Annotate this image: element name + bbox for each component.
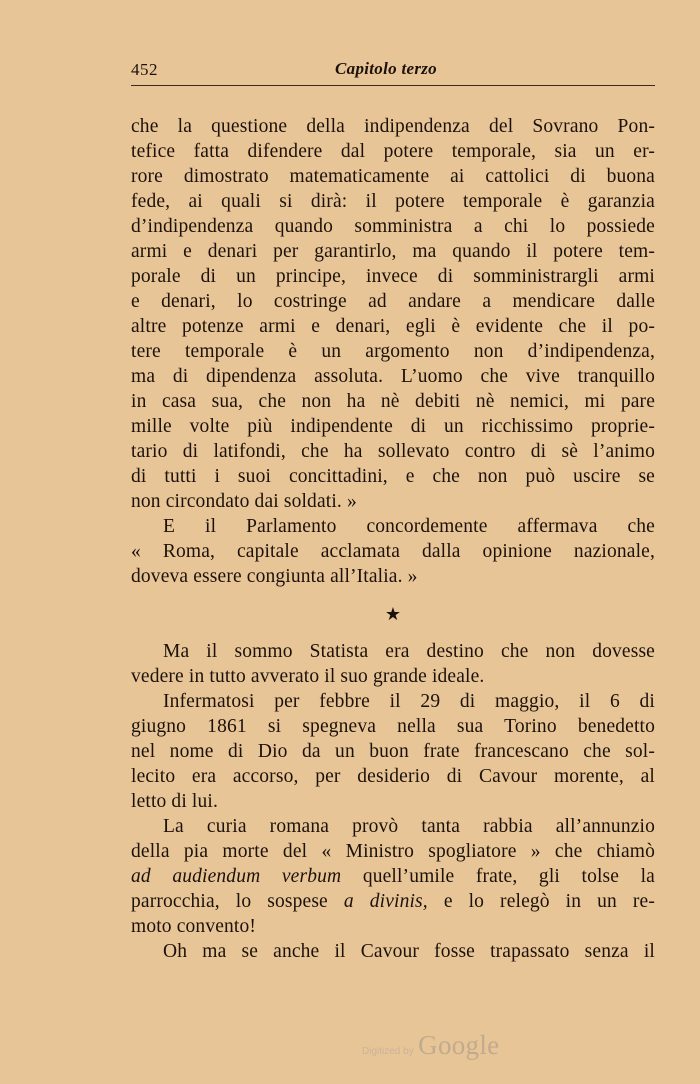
paragraph-6	[131, 939, 655, 964]
section-separator-star: ★	[384, 604, 402, 624]
text-fragment: quell’umile frate, gli tolse la	[362, 866, 655, 887]
text-line: d’indipendenza quando somministra a chi lo possiede	[131, 216, 655, 237]
text-line: non circondato dai soldati. »	[131, 491, 357, 512]
text-line: doveva essere congiunta all’Italia. »	[131, 566, 418, 587]
text-line: Oh ma se anche il Cavour fosse trapassato senza il	[163, 941, 655, 962]
text-line: Infermatosi per febbre il 29 di maggio, il 6 di	[163, 691, 655, 712]
text-line: lecito era accorso, per desiderio di Cavour morente, al	[131, 766, 655, 787]
text-line: di tutti i suoi concittadini, e che non può uscire se	[131, 466, 655, 487]
text-line: fede, ai quali si dirà: il potere temporale è garanzia	[131, 191, 655, 212]
text-line	[131, 864, 655, 889]
text-line: tere temporale è un argomento non d’indipendenza,	[131, 341, 655, 362]
text-line: tefice fatta difendere dal potere temporale, sia un er-	[131, 141, 655, 162]
text-line: rore dimostrato matematicamente ai cattolici di buona	[131, 166, 655, 187]
google-logo: Google	[418, 1030, 500, 1060]
text-line: La curia romana provò tanta rabbia all’annunzio	[163, 816, 655, 837]
body-text	[131, 114, 655, 964]
text-line: altre potenze armi e denari, egli è evidente che il po-	[131, 316, 655, 337]
running-title: Capitolo terzo	[335, 59, 437, 78]
text-line: che la questione della indipendenza del Sovrano Pon-	[131, 116, 655, 137]
paragraph-2	[131, 514, 655, 589]
page-header	[131, 58, 655, 86]
text-line: « Roma, capitale acclamata dalla opinione nazionale,	[131, 541, 655, 562]
text-line: porale di un principe, invece di somministrargli armi	[131, 266, 655, 287]
text-line: della pia morte del « Ministro spogliatore » che chiamò	[131, 841, 655, 862]
digitized-watermark	[362, 1030, 499, 1061]
text-line: E il Parlamento concordemente affermava che	[163, 516, 655, 537]
paragraph-1	[131, 114, 655, 514]
text-line: Ma il sommo Statista era destino che non dovesse	[163, 641, 655, 662]
text-line: letto di lui.	[131, 791, 218, 812]
digitized-by-label: Digitized by	[362, 1046, 414, 1057]
page-number: 452	[131, 60, 158, 79]
text-line	[131, 889, 655, 914]
paragraph-3	[131, 639, 655, 689]
text-fragment: parrocchia, lo sospese	[131, 891, 328, 912]
text-line: tario di latifondi, che ha sollevato contro di sè l’animo	[131, 441, 655, 462]
text-line: armi e denari per garantirlo, ma quando il potere tem-	[131, 241, 655, 262]
text-line: vedere in tutto avverato il suo grande ideale.	[131, 666, 485, 687]
latin-phrase: ad audiendum verbum	[131, 866, 342, 887]
paragraph-4	[131, 689, 655, 814]
text-line: mille volte più indipendente di un ricchissimo proprie-	[131, 416, 655, 437]
text-line: moto convento!	[131, 916, 257, 937]
text-fragment: e lo relegò in un re-	[443, 891, 655, 912]
text-line: in casa sua, che non ha nè debiti nè nemici, mi pare	[131, 391, 655, 412]
text-line: ma di dipendenza assoluta. L’uomo che vive tranquillo	[131, 366, 655, 387]
text-line: nel nome di Dio da un buon frate francescano che sol-	[131, 741, 655, 762]
header-rule	[131, 85, 655, 86]
latin-phrase: a divinis,	[343, 891, 428, 912]
text-line: e denari, lo costringe ad andare a mendicare dalle	[131, 291, 655, 312]
paragraph-5	[131, 814, 655, 939]
text-line: giugno 1861 si spegneva nella sua Torino benedetto	[131, 716, 655, 737]
